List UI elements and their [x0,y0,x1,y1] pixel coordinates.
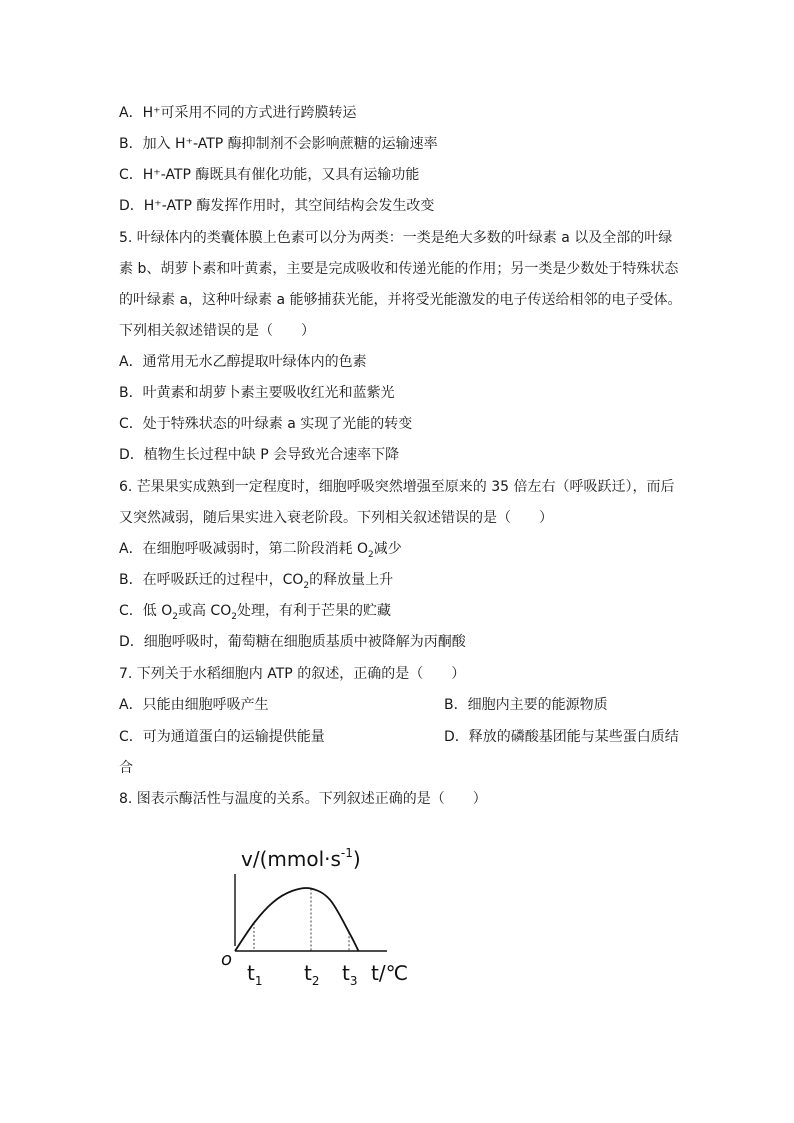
y-axis-label: $v/(mmol\cdot s^{-1})$ [241,846,361,871]
q7-option-d-continuation: 合 [119,760,133,776]
q7-option-b: B．细胞内主要的能源物质 [444,697,608,713]
q7-option-d: D．释放的磷酸基团能与某些蛋白质结 [444,729,679,745]
tick-label-3: $t_3$ [342,961,358,988]
q5-stem-line-1: 5. 叶绿体内的类囊体膜上色素可以分为两类：一类是绝大多数的叶绿素 a 以及全部的叶绿 [119,230,673,246]
origin-label: o [221,949,233,970]
q4-option-d: D．H⁺-ATP 酶发挥作用时，其空间结构会发生改变 [119,198,435,214]
q6-option-c: C．低 $O_2$或高 $CO_2$处理，有利于芒果的贮藏 [119,603,391,622]
q5-option-d: D．植物生长过程中缺 P 会导致光合速率下降 [119,447,400,463]
q7-option-c: C．可为通道蛋白的运输提供能量 [119,729,325,745]
q6-option-a: A．在细胞呼吸减弱时，第二阶段消耗 $O_2$减少 [119,541,402,560]
activity-curve [235,888,359,951]
q6-stem-line-1: 6. 芒果果实成熟到一定程度时，细胞呼吸突然增强至原来的 35 倍左右（呼吸跃迁），而后 [119,479,675,495]
q6-option-b: B．在呼吸跃迁的过程中，$CO_2$的释放量上升 [119,572,394,591]
q6-stem-line-2: 又突然减弱，随后果实进入衰老阶段。下列相关叙述错误的是（ ） [119,510,553,526]
q5-option-a: A．通常用无水乙醇提取叶绿体内的色素 [119,354,367,370]
enzyme-temperature-chart [215,836,430,996]
q7-stem: 7. 下列关于水稻细胞内 ATP 的叙述，正确的是（ ） [119,666,466,682]
q5-stem-line-2: 素 b、胡萝卜素和叶黄素，主要是完成吸收和传递光能的作用；另一类是少数处于特殊状态 [119,261,679,277]
tick-label-1: $t_1$ [247,961,263,988]
q5-option-b: B．叶黄素和胡萝卜素主要吸收红光和蓝紫光 [119,385,395,401]
q4-option-b: B．加入 H⁺-ATP 酶抑制剂不会影响蔗糖的运输速率 [119,136,438,152]
q8-stem: 8. 图表示酶活性与温度的关系。下列叙述正确的是（ ） [119,791,487,807]
q5-option-c: C．处于特殊状态的叶绿素 a 实现了光能的转变 [119,416,413,432]
q7-option-a: A．只能由细胞呼吸产生 [119,697,269,713]
x-axis-label: t/℃ [371,961,409,985]
q5-stem-line-3: 的叶绿素 a，这种叶绿素 a 能够捕获光能，并将受光能激发的电子传送给相邻的电子受体。 [119,292,682,308]
chart-tick-labels [247,961,357,988]
q4-option-a: A．H⁺可采用不同的方式进行跨膜转运 [119,105,357,121]
chart-dashed-guides [254,889,349,952]
q5-stem-line-4: 下列相关叙述错误的是（ ） [119,323,315,339]
tick-label-2: $t_2$ [304,961,320,988]
q4-option-c: C．H⁺-ATP 酶既具有催化功能，又具有运输功能 [119,167,420,183]
q6-option-d: D．细胞呼吸时，葡萄糖在细胞质基质中被降解为丙酮酸 [119,634,466,650]
